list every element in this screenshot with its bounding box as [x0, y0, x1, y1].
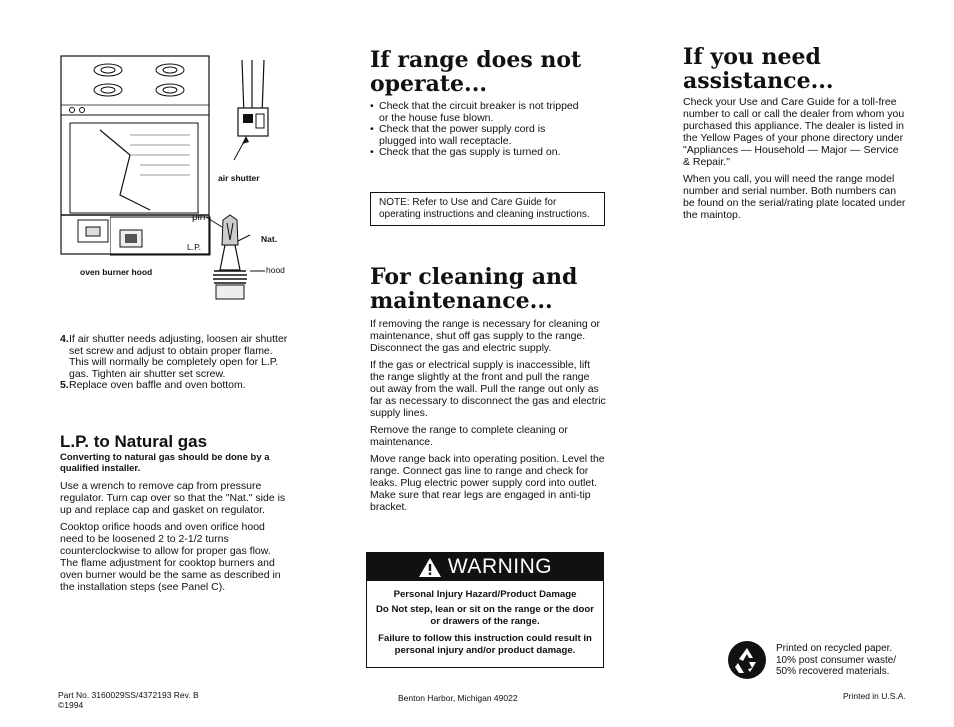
- warning-title: WARNING: [447, 555, 553, 578]
- range-checklist: [370, 101, 580, 159]
- cleaning-paragraph-2: If the gas or electrical supply is inaccessible, lift the range slightly at the front and pull the range out away from the wall. Pull the range out only as far as necessary to disconnect the gas and electric supply lines.: [370, 359, 606, 419]
- lp-subheading: Converting to natural gas should be done by a qualified installer.: [60, 452, 270, 474]
- warning-triangle-icon: [418, 557, 442, 578]
- cleaning-paragraph-1: If removing the range is necessary for cleaning or maintenance, shut off gas supply to the range. Disconnect the gas and electric supply.: [370, 318, 600, 354]
- air-shutter-label: air shutter: [218, 173, 260, 183]
- lp-label: L.P.: [187, 242, 202, 252]
- lp-to-natural-heading: L.P. to Natural gas: [60, 432, 208, 451]
- assistance-paragraph-2: When you call, you will need the range model number and serial number. Both numbers can be found on the serial/rating plate located under the maintop.: [683, 173, 906, 221]
- step-4: 4. If air shutter needs adjusting, loosen air shutter set screw and adjust to obtain proper flame. This will normally be completely open for L.P. gas. Tighten air shutter set screw.: [60, 333, 288, 380]
- city-address: Benton Harbor, Michigan 49022: [398, 693, 518, 703]
- lp-paragraph-2: Cooktop orifice hoods and oven orifice hood need to be loosened 2 to 2-1/2 turns counterclockwise to allow for proper gas flow. The flame adjustment for cooktop burners and oven burner would be the same as described in the installation steps (see Panel C).: [60, 521, 281, 593]
- check-circuit-breaker: • Check that the circuit breaker is not tripped or the house fuse blown.: [370, 101, 580, 124]
- warning-header: [367, 553, 603, 581]
- check-power-cord: • Check that the power supply cord is plugged into wall receptacle.: [370, 124, 580, 147]
- cleaning-instructions: [370, 318, 606, 518]
- adjustment-steps: [60, 334, 288, 392]
- range-not-operate-heading: If range does not operate...: [370, 47, 582, 97]
- need-assistance-heading: If you need assistance...: [683, 44, 834, 94]
- note-box: NOTE: Refer to Use and Care Guide for operating instructions and cleaning instructions.: [370, 192, 605, 226]
- cleaning-heading: For cleaning and maintenance...: [370, 264, 578, 314]
- part-number: Part No. 3160029SS/4372193 Rev. B ©1994: [58, 690, 199, 710]
- nat-label: Nat.: [261, 234, 278, 244]
- lp-instructions: [60, 480, 290, 598]
- recycled-paper-note: Printed on recycled paper. 10% post consumer waste/ 50% recovered materials.: [776, 643, 897, 677]
- warning-line-3: Failure to follow this instruction could result in personal injury and/or product damage.: [378, 633, 592, 656]
- warning-box: [366, 552, 604, 668]
- warning-line-1: Personal Injury Hazard/Product Damage: [393, 589, 577, 600]
- recycle-icon: [727, 640, 767, 680]
- lp-paragraph-1: Use a wrench to remove cap from pressure regulator. Turn cap over so that the "Nat." side is up and replace cap and gasket on regulator.: [60, 480, 286, 516]
- printed-in: Printed in U.S.A.: [843, 691, 906, 701]
- cleaning-paragraph-3: Remove the range to complete cleaning or maintenance.: [370, 424, 568, 448]
- oven-burner-hood-label: oven burner hood: [80, 267, 153, 277]
- air-shutter-diagram: [222, 60, 282, 175]
- warning-line-2: Do Not step, lean or sit on the range or the door or drawers of the range.: [375, 604, 594, 627]
- step-5: 5. Replace oven baffle and oven bottom.: [60, 379, 246, 391]
- pin-label: pin: [192, 212, 206, 223]
- check-gas-supply: • Check that the gas supply is turned on.: [370, 147, 580, 159]
- assistance-paragraph-1: Check your Use and Care Guide for a toll-free number to call or call the dealer from whom you purchased this appliance. The dealer is listed in the Yellow Pages of your phone directory under "Appliances — Household — Major — Service & Repair.": [683, 96, 905, 168]
- hood-label: hood: [266, 265, 285, 275]
- cleaning-paragraph-4: Move range back into operating position. Level the range. Connect gas line to range and check for leaks. Plug electric power supply cord into outlet. Make sure that rear legs are engaged in anti-tip bracket.: [370, 453, 605, 513]
- assistance-text: [683, 96, 908, 226]
- warning-body: [367, 581, 603, 663]
